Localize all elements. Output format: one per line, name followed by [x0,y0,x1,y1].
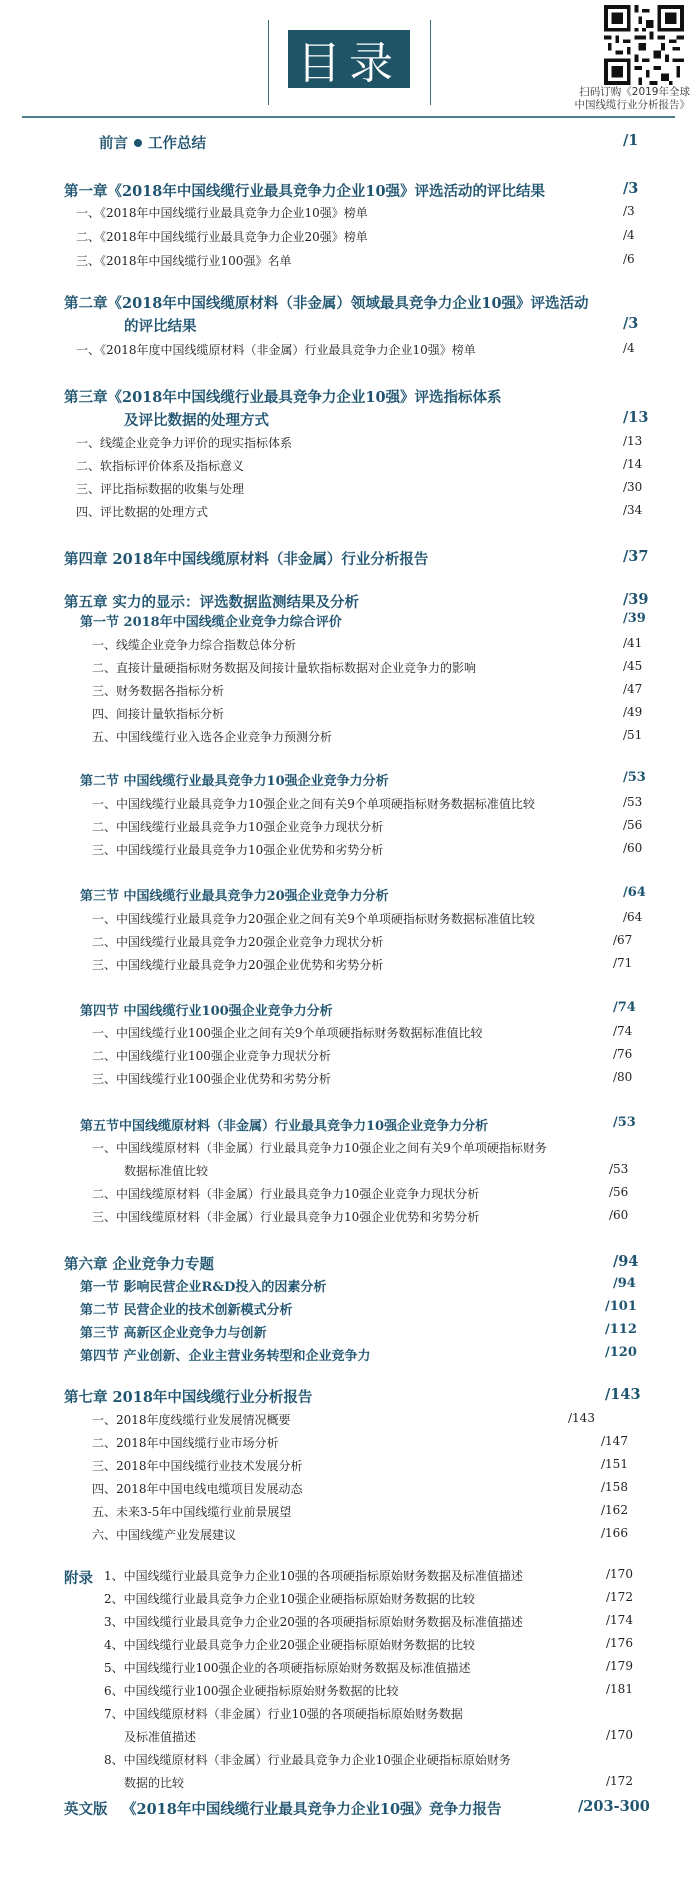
toc-item-appendix[interactable] [0,1567,700,1589]
item-label: 一、中国线缆行业最具竞争力10强企业之间有关9个单项硬指标财务数据标准值比较 [92,797,535,811]
page-number: /3 [623,315,639,332]
item-label: 1、中国线缆行业最具竞争力企业10强的各项硬指标原始财务数据及标准值描述 [104,1569,523,1583]
item-label: 4、中国线缆行业最具竞争力企业20强企业硬指标原始财务数据的比较 [104,1638,475,1652]
item-label: 二、直接计量硬指标财务数据及间接计量软指标数据对企业竞争力的影响 [92,661,477,675]
page-number: /3 [623,180,639,197]
toc-entry-chapter-2[interactable] [0,292,700,314]
toc-entry-section[interactable] [0,1299,700,1321]
qr-caption [490,86,690,112]
toc-item[interactable] [0,818,700,840]
toc-item[interactable] [0,1411,700,1433]
item-label: 三、中国线缆原材料（非金属）行业最具竞争力10强企业优势和劣势分析 [92,1210,480,1224]
chapter-title: 第四章 2018年中国线缆原材料（非金属）行业分析报告 [64,551,429,568]
toc-entry-chapter-3-cont[interactable] [0,409,700,431]
toc-item[interactable] [0,1185,700,1207]
toc-item[interactable] [0,341,700,363]
page-number: /13 [623,409,649,426]
item-label: 五、未来3-5年中国线缆行业前景展望 [92,1505,292,1519]
qr-caption-line: 扫码订购《2019年全球 [579,86,690,98]
toc-item-cont[interactable] [0,1774,700,1796]
page-number: /181 [606,1682,633,1696]
page-number: /60 [609,1208,629,1222]
page-number: /71 [613,956,633,970]
section-title: 第二节 中国线缆行业最具竞争力10强企业竞争力分析 [80,774,389,789]
toc-item-cont[interactable] [0,1162,700,1184]
chapter-title: 第一章《2018年中国线缆行业最具竞争力企业10强》评选活动的评比结果 [64,183,546,200]
page-number: /179 [606,1659,633,1673]
toc-entry-preface[interactable] [0,132,700,154]
toc-entry-section[interactable] [0,1000,700,1022]
item-label: 三、评比指标数据的收集与处理 [76,482,245,496]
page-number: /120 [605,1345,637,1360]
page-number: /174 [606,1613,633,1627]
left-divider-line [268,20,269,105]
section-title: 第三节 中国线缆行业最具竞争力20强企业竞争力分析 [80,889,389,904]
toc-item[interactable] [0,1070,700,1092]
item-label: 一、线缆企业竞争力评价的现实指标体系 [76,436,293,450]
toc-item[interactable] [0,1705,700,1727]
item-label: 三、中国线缆行业最具竞争力10强企业优势和劣势分析 [92,843,384,857]
page-number: /1 [623,132,639,149]
toc-item[interactable] [0,228,700,250]
page-number: /176 [606,1636,633,1650]
section-title: 第一节 2018年中国线缆企业竞争力综合评价 [80,615,342,630]
page-number: /53 [609,1162,629,1176]
page-number: /53 [623,795,643,809]
page-title: 目录 [288,30,410,88]
page-number: /14 [623,457,643,471]
page-number: /74 [613,1000,636,1015]
bullet-icon [134,139,142,147]
page-number: /49 [623,705,643,719]
chapter-title: 第三章《2018年中国线缆行业最具竞争力企业10强》评选指标体系 [64,389,502,406]
page-number: /94 [613,1253,639,1270]
toc-entry-chapter-1[interactable] [0,180,700,202]
page-number: /172 [606,1774,633,1788]
page-number: /76 [613,1047,633,1061]
toc-item[interactable] [0,503,700,525]
item-label: 二、《2018年中国线缆行业最具竞争力企业20强》榜单 [76,230,368,244]
toc-item[interactable] [0,204,700,226]
page-number: /143 [605,1386,641,1403]
page-number: /162 [601,1503,628,1517]
page-number: /3 [623,204,635,218]
item-label: 四、2018年中国电线电缆项目发展动态 [92,1482,303,1496]
page-number: /60 [623,841,643,855]
page-number: /41 [623,636,643,650]
page-number: /166 [601,1526,628,1540]
item-label: 一、《2018年度中国线缆原材料（非金属）行业最具竞争力企业10强》榜单 [76,343,476,357]
item-label-cont: 数据标准值比较 [124,1164,209,1178]
item-label: 一、2018年度线缆行业发展情况概要 [92,1413,291,1427]
toc-entry-section[interactable] [0,1276,700,1298]
page-number: /37 [623,548,649,565]
page-number: /47 [623,682,643,696]
page-number: /13 [623,434,643,448]
section-title: 第一节 影响民营企业R&D投入的因素分析 [80,1280,327,1295]
chapter-title-cont: 及评比数据的处理方式 [124,412,269,429]
toc-item[interactable] [0,933,700,955]
item-label: 2、中国线缆行业最具竞争力企业10强企业硬指标原始财务数据的比较 [104,1592,475,1606]
item-label: 6、中国线缆行业100强企业硬指标原始财务数据的比较 [104,1684,399,1698]
page-number: /151 [601,1457,628,1471]
page-number: /45 [623,659,643,673]
page-number: /39 [623,611,646,626]
toc-entry-english-edition[interactable] [0,1798,700,1820]
toc-item[interactable] [0,1503,700,1525]
page-number: /30 [623,480,643,494]
page-number: /147 [601,1434,628,1448]
header-rule [22,116,675,118]
toc-item[interactable] [0,659,700,681]
page-number: /80 [613,1070,633,1084]
toc-item[interactable] [0,1457,700,1479]
toc-item[interactable] [0,795,700,817]
item-label: 五、中国线缆行业入选各企业竞争力预测分析 [92,730,333,744]
item-label: 一、中国线缆原材料（非金属）行业最具竞争力10强企业之间有关9个单项硬指标财务 [92,1141,547,1155]
page-number: /34 [623,503,643,517]
page-number: /94 [613,1276,636,1291]
item-label: 三、财务数据各指标分析 [92,684,225,698]
toc-item[interactable] [0,1480,700,1502]
toc-item[interactable] [0,1659,700,1681]
item-label: 一、《2018年中国线缆行业最具竞争力企业10强》榜单 [76,206,368,220]
chapter-title: 第五章 实力的显示：评选数据监测结果及分析 [64,594,360,611]
chapter-title: 第七章 2018年中国线缆行业分析报告 [64,1389,313,1406]
toc-item[interactable] [0,1636,700,1658]
toc-item[interactable] [0,956,700,978]
toc-entry-chapter-6[interactable] [0,1253,700,1275]
item-label: 三、《2018年中国线缆行业100强》名单 [76,254,292,268]
item-label: 四、评比数据的处理方式 [76,505,209,519]
page-number: /64 [623,885,646,900]
toc-item[interactable] [0,434,700,456]
toc-item[interactable] [0,705,700,727]
toc-item[interactable] [0,910,700,932]
qr-code-icon[interactable] [604,5,684,85]
item-label: 二、2018年中国线缆行业市场分析 [92,1436,279,1450]
item-label: 四、间接计量软指标分析 [92,707,225,721]
toc-item[interactable] [0,636,700,658]
toc-item[interactable] [0,1613,700,1635]
toc-item[interactable] [0,1682,700,1704]
chapter-title-cont: 的评比结果 [124,318,197,335]
page-number: /67 [613,933,633,947]
page-number: /158 [601,1480,628,1494]
toc-item[interactable] [0,841,700,863]
toc-item[interactable] [0,480,700,502]
item-label: 一、中国线缆行业100强企业之间有关9个单项硬指标财务数据标准值比较 [92,1026,483,1040]
page-number: /53 [613,1115,636,1130]
item-label: 二、中国线缆行业100强企业竞争力现状分析 [92,1049,331,1063]
preface-label: 前言 [99,135,128,152]
qr-caption-line: 中国线缆行业分析报告》 [574,99,690,111]
appendix-label: 附录 [64,1570,93,1587]
english-label: 英文版 [64,1801,108,1818]
toc-item-cont[interactable] [0,1728,700,1750]
item-label: 三、中国线缆行业100强企业优势和劣势分析 [92,1072,331,1086]
toc-item[interactable] [0,1526,700,1548]
toc-item[interactable] [0,457,700,479]
toc-entry-section[interactable] [0,1115,700,1137]
toc-entry-chapter-7[interactable] [0,1386,700,1408]
toc-item[interactable] [0,1208,700,1230]
toc-entry-section[interactable] [0,885,700,907]
page-number: /143 [568,1411,595,1425]
item-label: 二、中国线缆行业最具竞争力10强企业竞争力现状分析 [92,820,384,834]
item-label: 二、中国线缆行业最具竞争力20强企业竞争力现状分析 [92,935,384,949]
toc-entry-section[interactable] [0,1345,700,1367]
page-number: /172 [606,1590,633,1604]
english-title: 《2018年中国线缆行业最具竞争力企业10强》竞争力报告 [122,1801,502,1818]
toc-item[interactable] [0,252,700,274]
section-title: 第四节 产业创新、企业主营业务转型和企业竞争力 [80,1349,371,1364]
section-title: 第二节 民营企业的技术创新模式分析 [80,1303,293,1318]
item-label: 一、线缆企业竞争力综合指数总体分析 [92,638,297,652]
page-number: /53 [623,770,646,785]
item-label: 5、中国线缆行业100强企业的各项硬指标原始财务数据及标准值描述 [104,1661,471,1675]
item-label-cont: 数据的比较 [124,1776,185,1790]
toc-item[interactable] [0,1751,700,1773]
toc-item[interactable] [0,1024,700,1046]
section-title: 第五节中国线缆原材料（非金属）行业最具竞争力10强企业竞争力分析 [80,1119,489,1134]
toc-entry-chapter-2-cont[interactable] [0,315,700,337]
toc-entry-chapter-4[interactable] [0,548,700,570]
page-number: /4 [623,228,635,242]
toc-entry-chapter-5[interactable] [0,591,700,613]
page-number: /56 [609,1185,629,1199]
section-title: 第三节 高新区企业竞争力与创新 [80,1326,267,1341]
item-label: 二、中国线缆原材料（非金属）行业最具竞争力10强企业竞争力现状分析 [92,1187,480,1201]
item-label: 一、中国线缆行业最具竞争力20强企业之间有关9个单项硬指标财务数据标准值比较 [92,912,535,926]
toc-item[interactable] [0,1590,700,1612]
page-number: /6 [623,252,635,266]
toc-item[interactable] [0,1047,700,1069]
item-label: 六、中国线缆产业发展建议 [92,1528,237,1542]
page-number: /4 [623,341,635,355]
item-label: 三、中国线缆行业最具竞争力20强企业优势和劣势分析 [92,958,384,972]
preface-title: 工作总结 [148,135,206,152]
page-number: /112 [605,1322,637,1337]
page-number: /74 [613,1024,633,1038]
toc-item[interactable] [0,1434,700,1456]
item-label: 8、中国线缆原材料（非金属）行业最具竞争力企业10强企业硬指标原始财务 [104,1753,511,1767]
page-number: /170 [606,1728,633,1742]
chapter-title: 第二章《2018年中国线缆原材料（非金属）领域最具竞争力企业10强》评选活动 [64,295,589,312]
page-number: /64 [623,910,643,924]
toc-item[interactable] [0,1139,700,1161]
item-label: 三、2018年中国线缆行业技术发展分析 [92,1459,303,1473]
page-number: /203-300 [578,1798,650,1815]
item-label-cont: 及标准值描述 [124,1730,197,1744]
chapter-title: 第六章 企业竞争力专题 [64,1256,215,1273]
page-number: /56 [623,818,643,832]
page-number: /51 [623,728,643,742]
item-label: 7、中国线缆原材料（非金属）行业10强的各项硬指标原始财务数据 [104,1707,463,1721]
toc-entry-chapter-3[interactable] [0,386,700,408]
toc-item[interactable] [0,728,700,750]
page-number: /170 [606,1567,633,1581]
page-number: /39 [623,591,649,608]
item-label: 二、软指标评价体系及指标意义 [76,459,245,473]
right-divider-line [430,20,431,105]
toc-entry-section[interactable] [0,611,700,633]
section-title: 第四节 中国线缆行业100强企业竞争力分析 [80,1004,333,1019]
toc-entry-section[interactable] [0,770,700,792]
toc-entry-section[interactable] [0,1322,700,1344]
page-number: /101 [605,1299,637,1314]
item-label: 3、中国线缆行业最具竞争力企业20强的各项硬指标原始财务数据及标准值描述 [104,1615,523,1629]
toc-item[interactable] [0,682,700,704]
